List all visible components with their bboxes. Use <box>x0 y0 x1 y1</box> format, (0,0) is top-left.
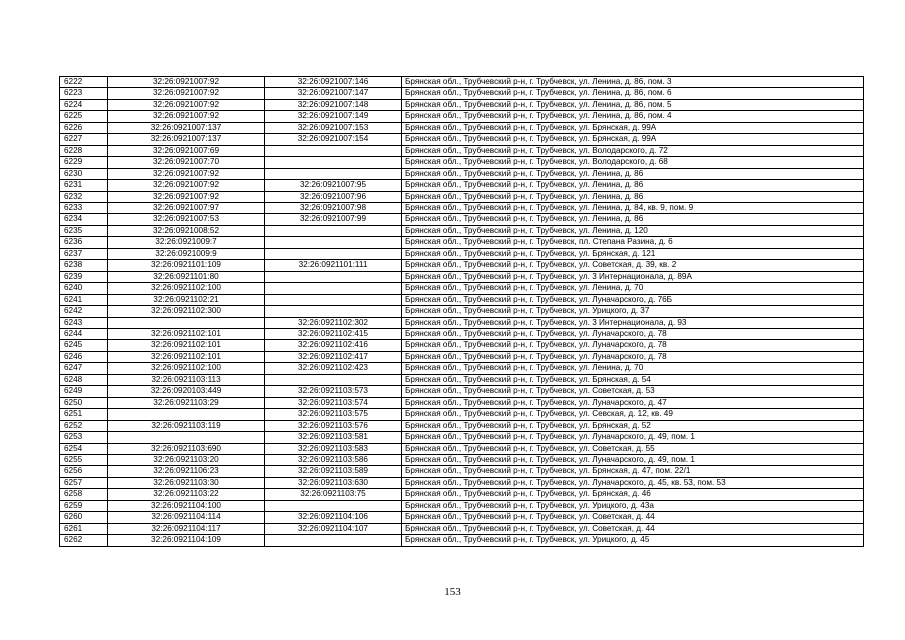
table-row <box>60 466 864 477</box>
table-row <box>60 157 864 168</box>
cadastral-number-cell: 32:26:0921102:423 <box>265 363 402 374</box>
parent-cadastral-number-cell: 32:26:0921103:113 <box>108 374 265 385</box>
address-cell: Брянская обл., Трубчевский р-н, г. Трубчевск, ул. Луначарского, д. 45, кв. 53, пом. 53 <box>402 477 864 488</box>
parent-cadastral-number-cell: 32:26:0921102:101 <box>108 340 265 351</box>
address-cell: Брянская обл., Трубчевский р-н, г. Трубчевск, ул. Урицкого, д. 37 <box>402 306 864 317</box>
address-cell: Брянская обл., Трубчевский р-н, г. Трубчевск, ул. Луначарского, д. 47 <box>402 397 864 408</box>
address-cell: Брянская обл., Трубчевский р-н, г. Трубчевск, ул. Ленина, д. 86 <box>402 214 864 225</box>
row-number-cell: 6256 <box>60 466 108 477</box>
address-cell: Брянская обл., Трубчевский р-н, г. Трубчевск, ул. Ленина, д. 70 <box>402 363 864 374</box>
parent-cadastral-number-cell: 32:26:0921007:92 <box>108 111 265 122</box>
registry-table <box>59 76 864 547</box>
address-cell: Брянская обл., Трубчевский р-н, г. Трубчевск, ул. Урицкого, д. 43а <box>402 500 864 511</box>
address-cell: Брянская обл., Трубчевский р-н, г. Трубчевск, ул. Брянская, д. 99А <box>402 122 864 133</box>
table-row <box>60 180 864 191</box>
parent-cadastral-number-cell: 32:26:0921102:21 <box>108 294 265 305</box>
row-number-cell: 6238 <box>60 260 108 271</box>
cadastral-number-cell: 32:26:0921007:154 <box>265 134 402 145</box>
table-row <box>60 145 864 156</box>
row-number-cell: 6258 <box>60 489 108 500</box>
cadastral-number-cell: 32:26:0921103:575 <box>265 409 402 420</box>
cadastral-number-cell: 32:26:0921104:107 <box>265 523 402 534</box>
row-number-cell: 6245 <box>60 340 108 351</box>
row-number-cell: 6231 <box>60 180 108 191</box>
cadastral-number-cell: 32:26:0921102:302 <box>265 317 402 328</box>
cadastral-number-cell: 32:26:0921103:573 <box>265 386 402 397</box>
address-cell: Брянская обл., Трубчевский р-н, г. Трубчевск, ул. Ленина, д. 70 <box>402 283 864 294</box>
address-cell: Брянская обл., Трубчевский р-н, г. Трубчевск, ул. Луначарского, д. 78 <box>402 351 864 362</box>
address-cell: Брянская обл., Трубчевский р-н, г. Трубчевск, ул. Брянская, д. 121 <box>402 248 864 259</box>
cadastral-number-cell: 32:26:0921007:147 <box>265 88 402 99</box>
table-row <box>60 248 864 259</box>
parent-cadastral-number-cell: 32:26:0921104:100 <box>108 500 265 511</box>
table-body <box>60 77 864 547</box>
cadastral-number-cell <box>265 145 402 156</box>
address-cell: Брянская обл., Трубчевский р-н, г. Трубчевск, ул. Брянская, д. 47, пом. 22/1 <box>402 466 864 477</box>
parent-cadastral-number-cell <box>108 317 265 328</box>
cadastral-number-cell: 32:26:0921007:146 <box>265 77 402 88</box>
address-cell: Брянская обл., Трубчевский р-н, г. Трубчевск, ул. Луначарского, д. 76Б <box>402 294 864 305</box>
parent-cadastral-number-cell: 32:26:0921102:101 <box>108 351 265 362</box>
address-cell: Брянская обл., Трубчевский р-н, г. Трубчевск, ул. Володарского, д. 68 <box>402 157 864 168</box>
cadastral-number-cell: 32:26:0921007:148 <box>265 99 402 110</box>
row-number-cell: 6261 <box>60 523 108 534</box>
row-number-cell: 6240 <box>60 283 108 294</box>
row-number-cell: 6259 <box>60 500 108 511</box>
parent-cadastral-number-cell: 32:26:0921104:109 <box>108 535 265 546</box>
parent-cadastral-number-cell: 32:26:0921007:92 <box>108 77 265 88</box>
parent-cadastral-number-cell: 32:26:0921103:20 <box>108 454 265 465</box>
address-cell: Брянская обл., Трубчевский р-н, г. Трубчевск, ул. Брянская, д. 52 <box>402 420 864 431</box>
row-number-cell: 6225 <box>60 111 108 122</box>
address-cell: Брянская обл., Трубчевский р-н, г. Трубчевск, ул. Ленина, д. 86, пом. 4 <box>402 111 864 122</box>
row-number-cell: 6232 <box>60 191 108 202</box>
cadastral-number-cell: 32:26:0921103:574 <box>265 397 402 408</box>
parent-cadastral-number-cell: 32:26:0921008:52 <box>108 225 265 236</box>
row-number-cell: 6248 <box>60 374 108 385</box>
address-cell: Брянская обл., Трубчевский р-н, г. Трубчевск, ул. Советская, д. 44 <box>402 523 864 534</box>
row-number-cell: 6226 <box>60 122 108 133</box>
address-cell: Брянская обл., Трубчевский р-н, г. Трубчевск, ул. Советская, д. 53 <box>402 386 864 397</box>
row-number-cell: 6262 <box>60 535 108 546</box>
address-cell: Брянская обл., Трубчевский р-н, г. Трубчевск, ул. Брянская, д. 46 <box>402 489 864 500</box>
row-number-cell: 6247 <box>60 363 108 374</box>
cadastral-number-cell: 32:26:0921007:95 <box>265 180 402 191</box>
row-number-cell: 6229 <box>60 157 108 168</box>
cadastral-number-cell: 32:26:0921007:149 <box>265 111 402 122</box>
address-cell: Брянская обл., Трубчевский р-н, г. Трубчевск, ул. Ленина, д. 86 <box>402 168 864 179</box>
parent-cadastral-number-cell: 32:26:0921104:117 <box>108 523 265 534</box>
cadastral-number-cell <box>265 237 402 248</box>
row-number-cell: 6244 <box>60 328 108 339</box>
cadastral-number-cell: 32:26:0921007:153 <box>265 122 402 133</box>
table-row <box>60 432 864 443</box>
row-number-cell: 6250 <box>60 397 108 408</box>
table-row <box>60 454 864 465</box>
row-number-cell: 6260 <box>60 512 108 523</box>
table-row <box>60 317 864 328</box>
row-number-cell: 6249 <box>60 386 108 397</box>
parent-cadastral-number-cell: 32:26:0921007:92 <box>108 99 265 110</box>
row-number-cell: 6224 <box>60 99 108 110</box>
cadastral-number-cell <box>265 294 402 305</box>
row-number-cell: 6222 <box>60 77 108 88</box>
parent-cadastral-number-cell: 32:26:0921009:9 <box>108 248 265 259</box>
row-number-cell: 6227 <box>60 134 108 145</box>
parent-cadastral-number-cell: 32:26:0921103:690 <box>108 443 265 454</box>
address-cell: Брянская обл., Трубчевский р-н, г. Трубчевск, ул. Советская, д. 55 <box>402 443 864 454</box>
cadastral-number-cell: 32:26:0921007:98 <box>265 202 402 213</box>
parent-cadastral-number-cell: 32:26:0921102:100 <box>108 363 265 374</box>
table-row <box>60 134 864 145</box>
table-row <box>60 202 864 213</box>
parent-cadastral-number-cell <box>108 432 265 443</box>
address-cell: Брянская обл., Трубчевский р-н, г. Трубчевск, ул. Брянская, д. 54 <box>402 374 864 385</box>
parent-cadastral-number-cell: 32:26:0921102:101 <box>108 328 265 339</box>
parent-cadastral-number-cell: 32:26:0921101:80 <box>108 271 265 282</box>
parent-cadastral-number-cell: 32:26:0921007:92 <box>108 191 265 202</box>
parent-cadastral-number-cell: 32:26:0921007:97 <box>108 202 265 213</box>
cadastral-number-cell <box>265 306 402 317</box>
row-number-cell: 6239 <box>60 271 108 282</box>
parent-cadastral-number-cell: 32:26:0920103:449 <box>108 386 265 397</box>
table-row <box>60 374 864 385</box>
row-number-cell: 6251 <box>60 409 108 420</box>
parent-cadastral-number-cell: 32:26:0921007:53 <box>108 214 265 225</box>
parent-cadastral-number-cell: 32:26:0921104:114 <box>108 512 265 523</box>
row-number-cell: 6223 <box>60 88 108 99</box>
table-row <box>60 237 864 248</box>
row-number-cell: 6255 <box>60 454 108 465</box>
address-cell: Брянская обл., Трубчевский р-н, г. Трубчевск, ул. Урицкого, д. 45 <box>402 535 864 546</box>
cadastral-number-cell <box>265 535 402 546</box>
row-number-cell: 6242 <box>60 306 108 317</box>
address-cell: Брянская обл., Трубчевский р-н, г. Трубчевск, ул. Севская, д. 12, кв. 49 <box>402 409 864 420</box>
address-cell: Брянская обл., Трубчевский р-н, г. Трубчевск, ул. Володарского, д. 72 <box>402 145 864 156</box>
address-cell: Брянская обл., Трубчевский р-н, г. Трубчевск, ул. Советская, д. 39, кв. 2 <box>402 260 864 271</box>
table-row <box>60 271 864 282</box>
cadastral-number-cell: 32:26:0921103:586 <box>265 454 402 465</box>
cadastral-number-cell: 32:26:0921103:583 <box>265 443 402 454</box>
parent-cadastral-number-cell: 32:26:0921007:92 <box>108 88 265 99</box>
address-cell: Брянская обл., Трубчевский р-н, г. Трубчевск, ул. Ленина, д. 86 <box>402 191 864 202</box>
page-number: 153 <box>444 586 461 598</box>
cadastral-number-cell: 32:26:0921103:630 <box>265 477 402 488</box>
cadastral-number-cell: 32:26:0921007:99 <box>265 214 402 225</box>
row-number-cell: 6236 <box>60 237 108 248</box>
table-row <box>60 191 864 202</box>
parent-cadastral-number-cell: 32:26:0921007:92 <box>108 180 265 191</box>
table-row <box>60 443 864 454</box>
table-row <box>60 409 864 420</box>
parent-cadastral-number-cell: 32:26:0921102:100 <box>108 283 265 294</box>
parent-cadastral-number-cell: 32:26:0921103:119 <box>108 420 265 431</box>
cadastral-number-cell <box>265 271 402 282</box>
table-row <box>60 500 864 511</box>
parent-cadastral-number-cell: 32:26:0921106:23 <box>108 466 265 477</box>
address-cell: Брянская обл., Трубчевский р-н, г. Трубчевск, ул. Брянская, д. 99А <box>402 134 864 145</box>
table-row <box>60 477 864 488</box>
registry-table-container <box>59 76 834 547</box>
address-cell: Брянская обл., Трубчевский р-н, г. Трубчевск, пл. Степана Разина, д. 6 <box>402 237 864 248</box>
row-number-cell: 6243 <box>60 317 108 328</box>
table-row <box>60 99 864 110</box>
cadastral-number-cell: 32:26:0921102:415 <box>265 328 402 339</box>
table-row <box>60 122 864 133</box>
table-row <box>60 77 864 88</box>
address-cell: Брянская обл., Трубчевский р-н, г. Трубчевск, ул. Ленина, д. 120 <box>402 225 864 236</box>
table-row <box>60 294 864 305</box>
address-cell: Брянская обл., Трубчевский р-н, г. Трубчевск, ул. Луначарского, д. 49, пом. 1 <box>402 454 864 465</box>
table-row <box>60 306 864 317</box>
address-cell: Брянская обл., Трубчевский р-н, г. Трубчевск, ул. Ленина, д. 86, пом. 6 <box>402 88 864 99</box>
row-number-cell: 6235 <box>60 225 108 236</box>
table-row <box>60 523 864 534</box>
cadastral-number-cell <box>265 283 402 294</box>
row-number-cell: 6254 <box>60 443 108 454</box>
table-row <box>60 351 864 362</box>
table-row <box>60 512 864 523</box>
parent-cadastral-number-cell: 32:26:0921103:30 <box>108 477 265 488</box>
cadastral-number-cell: 32:26:0921103:581 <box>265 432 402 443</box>
parent-cadastral-number-cell: 32:26:0921101:109 <box>108 260 265 271</box>
cadastral-number-cell <box>265 374 402 385</box>
table-row <box>60 168 864 179</box>
table-row <box>60 386 864 397</box>
row-number-cell: 6233 <box>60 202 108 213</box>
address-cell: Брянская обл., Трубчевский р-н, г. Трубчевск, ул. Луначарского, д. 78 <box>402 340 864 351</box>
table-row <box>60 225 864 236</box>
parent-cadastral-number-cell: 32:26:0921009:7 <box>108 237 265 248</box>
row-number-cell: 6237 <box>60 248 108 259</box>
cadastral-number-cell: 32:26:0921101:111 <box>265 260 402 271</box>
address-cell: Брянская обл., Трубчевский р-н, г. Трубчевск, ул. Луначарского, д. 49, пом. 1 <box>402 432 864 443</box>
cadastral-number-cell <box>265 248 402 259</box>
table-row <box>60 260 864 271</box>
address-cell: Брянская обл., Трубчевский р-н, г. Трубчевск, ул. Луначарского, д. 78 <box>402 328 864 339</box>
table-row <box>60 328 864 339</box>
parent-cadastral-number-cell: 32:26:0921007:69 <box>108 145 265 156</box>
cadastral-number-cell <box>265 500 402 511</box>
parent-cadastral-number-cell: 32:26:0921007:92 <box>108 168 265 179</box>
parent-cadastral-number-cell: 32:26:0921007:70 <box>108 157 265 168</box>
table-row <box>60 111 864 122</box>
parent-cadastral-number-cell: 32:26:0921103:22 <box>108 489 265 500</box>
row-number-cell: 6246 <box>60 351 108 362</box>
address-cell: Брянская обл., Трубчевский р-н, г. Трубчевск, ул. 3 Интернационала, д. 93 <box>402 317 864 328</box>
table-row <box>60 397 864 408</box>
cadastral-number-cell <box>265 225 402 236</box>
cadastral-number-cell: 32:26:0921103:576 <box>265 420 402 431</box>
row-number-cell: 6230 <box>60 168 108 179</box>
table-row <box>60 283 864 294</box>
row-number-cell: 6234 <box>60 214 108 225</box>
cadastral-number-cell: 32:26:0921007:96 <box>265 191 402 202</box>
address-cell: Брянская обл., Трубчевский р-н, г. Трубчевск, ул. Ленина, д. 86, пом. 5 <box>402 99 864 110</box>
row-number-cell: 6253 <box>60 432 108 443</box>
cadastral-number-cell: 32:26:0921103:75 <box>265 489 402 500</box>
table-row <box>60 489 864 500</box>
parent-cadastral-number-cell: 32:26:0921007:137 <box>108 122 265 133</box>
table-row <box>60 88 864 99</box>
parent-cadastral-number-cell: 32:26:0921007:137 <box>108 134 265 145</box>
row-number-cell: 6241 <box>60 294 108 305</box>
parent-cadastral-number-cell <box>108 409 265 420</box>
cadastral-number-cell <box>265 168 402 179</box>
table-row <box>60 363 864 374</box>
row-number-cell: 6257 <box>60 477 108 488</box>
address-cell: Брянская обл., Трубчевский р-н, г. Трубчевск, ул. 3 Интернационала, д. 89А <box>402 271 864 282</box>
cadastral-number-cell: 32:26:0921102:416 <box>265 340 402 351</box>
parent-cadastral-number-cell: 32:26:0921103:29 <box>108 397 265 408</box>
address-cell: Брянская обл., Трубчевский р-н, г. Трубчевск, ул. Ленина, д. 84, кв. 9, пом. 9 <box>402 202 864 213</box>
table-row <box>60 214 864 225</box>
cadastral-number-cell: 32:26:0921102:417 <box>265 351 402 362</box>
parent-cadastral-number-cell: 32:26:0921102:300 <box>108 306 265 317</box>
address-cell: Брянская обл., Трубчевский р-н, г. Трубчевск, ул. Ленина, д. 86 <box>402 180 864 191</box>
cadastral-number-cell: 32:26:0921103:589 <box>265 466 402 477</box>
row-number-cell: 6252 <box>60 420 108 431</box>
cadastral-number-cell: 32:26:0921104:106 <box>265 512 402 523</box>
cadastral-number-cell <box>265 157 402 168</box>
address-cell: Брянская обл., Трубчевский р-н, г. Трубчевск, ул. Ленина, д. 86, пом. 3 <box>402 77 864 88</box>
table-row <box>60 535 864 546</box>
table-row <box>60 420 864 431</box>
address-cell: Брянская обл., Трубчевский р-н, г. Трубчевск, ул. Советская, д. 44 <box>402 512 864 523</box>
table-row <box>60 340 864 351</box>
row-number-cell: 6228 <box>60 145 108 156</box>
